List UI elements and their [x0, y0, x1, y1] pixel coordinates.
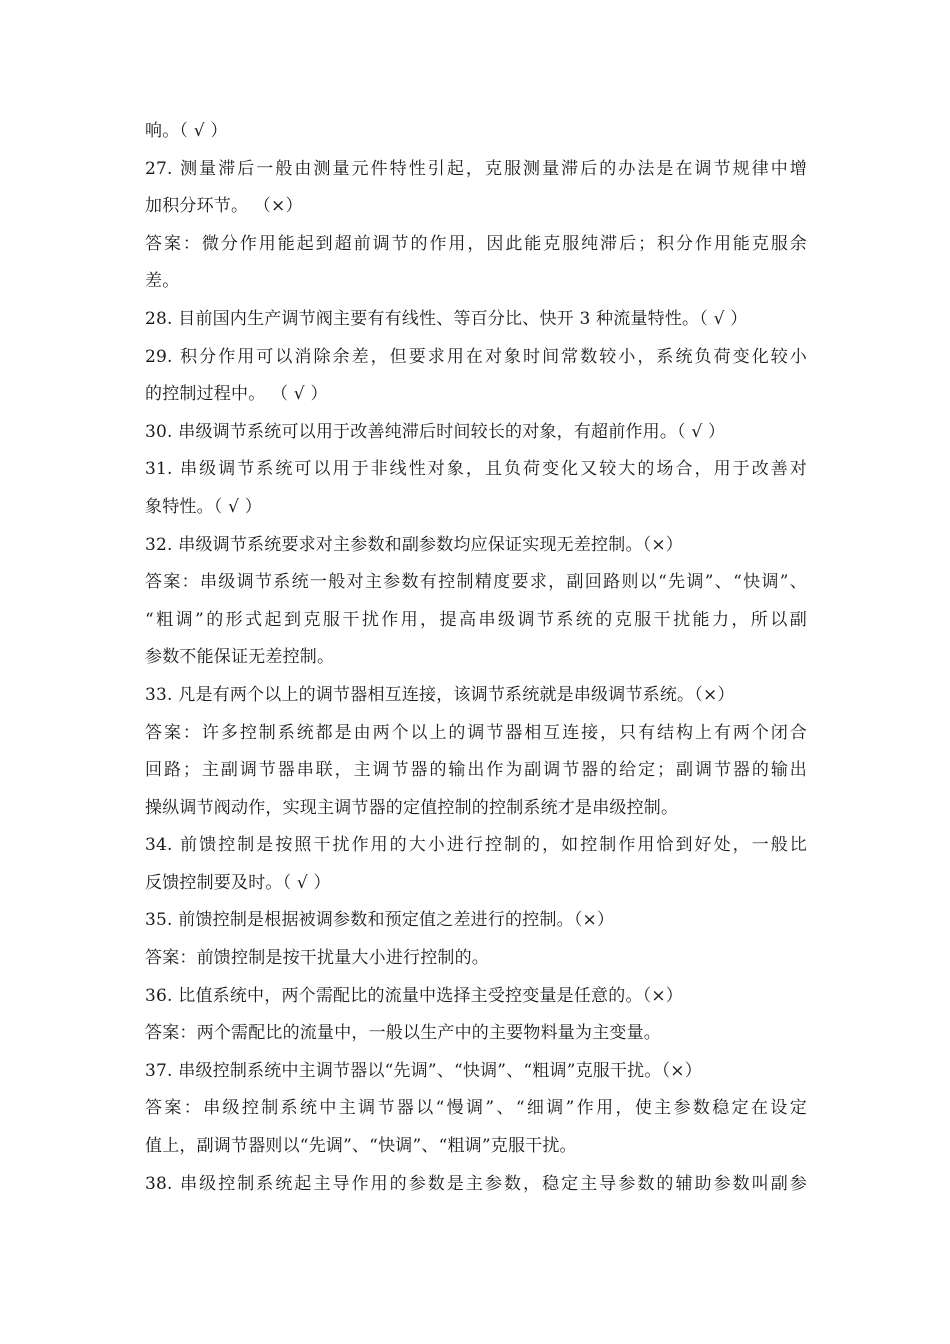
question-27: 27. 测量滞后一般由测量元件特性引起，克服测量滞后的办法是在调节规律中增: [145, 158, 807, 179]
question-29: 29. 积分作用可以消除余差，但要求用在对象时间常数较小，系统负荷变化较小: [145, 346, 807, 367]
text-line: “粗调”的形式起到克服干扰作用，提高串级调节系统的克服干扰能力，所以副: [145, 609, 807, 630]
answer-35: 答案：前馈控制是按干扰量大小进行控制的。: [145, 948, 489, 969]
question-31: 31. 串级调节系统可以用于非线性对象，且负荷变化又较大的场合，用于改善对: [145, 459, 807, 480]
text-line: 回路；主副调节器串联，主调节器的输出作为副调节器的给定；副调节器的输出: [145, 760, 807, 781]
text-line: 响。（ √ ）: [145, 121, 228, 141]
question-34: 34. 前馈控制是按照干扰作用的大小进行控制的，如控制作用恰到好处，一般比: [145, 835, 807, 856]
question-28: 28. 目前国内生产调节阀主要有有线性、等百分比、快开 3 种流量特性。（ √ ）: [145, 308, 748, 329]
text-line: 加积分环节。 （×）: [145, 196, 303, 217]
answer-27: 答案：微分作用能起到超前调节的作用，因此能克服纯滞后；积分作用能克服余: [145, 233, 807, 254]
text-line: 象特性。（ √ ）: [145, 496, 262, 517]
text-line: 差。: [145, 271, 180, 292]
answer-37: 答案：串级控制系统中主调节器以“慢调”、“细调”作用，使主参数稳定在设定: [145, 1098, 807, 1119]
answer-32: 答案：串级调节系统一般对主参数有控制精度要求，副回路则以“先调”、“快调”、: [145, 572, 807, 593]
question-38: 38. 串级控制系统起主导作用的参数是主参数，稳定主导参数的辅助参数叫副参: [145, 1173, 807, 1194]
question-35: 35. 前馈控制是根据被调参数和预定值之差进行的控制。（×）: [145, 910, 615, 931]
text-line: 的控制过程中。 （ √ ）: [145, 384, 328, 405]
question-36: 36. 比值系统中，两个需配比的流量中选择主受控变量是任意的。（×）: [145, 985, 683, 1006]
question-32: 32. 串级调节系统要求对主参数和副参数均应保证实现无差控制。（×）: [145, 534, 683, 555]
question-33: 33. 凡是有两个以上的调节器相互连接，该调节系统就是串级调节系统。（×）: [145, 684, 735, 705]
text-line: 参数不能保证无差控制。: [145, 647, 335, 668]
answer-36: 答案：两个需配比的流量中，一般以生产中的主要物料量为主变量。: [145, 1023, 661, 1044]
text-line: 值上，副调节器则以“先调”、“快调”、“粗调”克服干扰。: [145, 1136, 577, 1157]
text-line: 反馈控制要及时。（ √ ）: [145, 872, 331, 893]
question-30: 30. 串级调节系统可以用于改善纯滞后时间较长的对象，有超前作用。（ √ ）: [145, 421, 726, 442]
answer-33: 答案：许多控制系统都是由两个以上的调节器相互连接，只有结构上有两个闭合: [145, 722, 807, 743]
question-37: 37. 串级控制系统中主调节器以“先调”、“快调”、“粗调”克服干扰。（×）: [145, 1060, 702, 1081]
document-body: [145, 113, 807, 1203]
text-line: 操纵调节阀动作，实现主调节器的定值控制的控制系统才是串级控制。: [145, 797, 679, 818]
